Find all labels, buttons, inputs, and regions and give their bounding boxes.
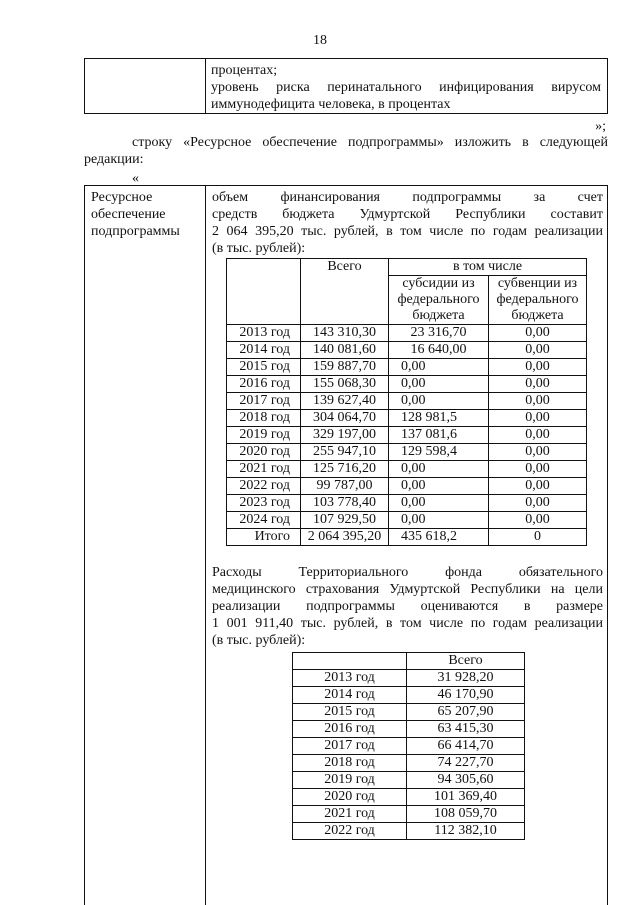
tfoms-cell-year: 2014 год (293, 687, 407, 704)
fin-cell-total: 103 778,40 (301, 495, 389, 512)
tfoms-intro-line: Расходы Территориального фонда обязательного (212, 565, 603, 580)
budget-intro-line: средств бюджета Удмуртской Республики составит (212, 207, 603, 222)
fin-cell-year: 2020 год (227, 444, 301, 461)
fin-cell-s2: 0,00 (489, 461, 587, 478)
fin-cell-s2: 0,00 (489, 478, 587, 495)
fragment-divider (205, 59, 206, 113)
table-row (293, 738, 525, 755)
fin-cell-year: 2024 год (227, 512, 301, 529)
fin-cell-year: 2019 год (227, 427, 301, 444)
incl-header: в том числе (389, 259, 587, 276)
tfoms-cell-year: 2021 год (293, 806, 407, 823)
fin-cell-total: 155 068,30 (301, 376, 389, 393)
fin-cell-year: 2016 год (227, 376, 301, 393)
fragment-line: иммунодефицита человека, в процентах (211, 97, 451, 112)
fragment-cell (211, 62, 601, 113)
fin-cell-s1: 23 316,70 (389, 325, 489, 342)
fin-cell-s2: 0,00 (489, 512, 587, 529)
fin-cell-s2: 0,00 (489, 376, 587, 393)
subvention-header: субвенции из федерального бюджета (489, 276, 587, 325)
fin-cell-s1: 129 598,4 (389, 444, 489, 461)
fin-cell-s1: 0,00 (389, 461, 489, 478)
tfoms-intro-line: медицинского страхования Удмуртской Республики на цели (212, 582, 603, 597)
year-header-cell (227, 259, 301, 325)
fin-cell-year: 2015 год (227, 359, 301, 376)
fin-cell-s2: 0,00 (489, 342, 587, 359)
fin-cell-s1: 0,00 (389, 512, 489, 529)
tfoms-cell-year: 2019 год (293, 772, 407, 789)
fin-cell-year: 2017 год (227, 393, 301, 410)
total-header: Всего (301, 259, 389, 325)
budget-intro-text (212, 189, 603, 257)
fin-cell-total: 304 064,70 (301, 410, 389, 427)
table-row (227, 376, 587, 393)
table-row (227, 410, 587, 427)
tfoms-intro-line: 1 001 911,40 тыс. рублей, в том числе по годам реализации (212, 616, 603, 631)
table-row (293, 789, 525, 806)
fin-cell-s2: 0,00 (489, 444, 587, 461)
resource-label-cell (91, 189, 201, 240)
fin-cell-s2: 0,00 (489, 393, 587, 410)
tfoms-cell-total: 101 369,40 (407, 789, 525, 806)
tfoms-intro-line: (в тыс. рублей): (212, 633, 306, 648)
fin-cell-s2: 0,00 (489, 325, 587, 342)
table-row (293, 721, 525, 738)
table-row (227, 478, 587, 495)
amendment-paragraph (84, 134, 608, 168)
table-row (227, 342, 587, 359)
fin-cell-s1: 0,00 (389, 393, 489, 410)
fragment-line: процентах; (211, 63, 278, 78)
table-row (293, 772, 525, 789)
table-row (227, 325, 587, 342)
table-row (227, 495, 587, 512)
fin-cell-year: 2023 год (227, 495, 301, 512)
budget-intro-line: 2 064 395,20 тыс. рублей, в том числе по годам реализации (212, 224, 603, 239)
tfoms-cell-total: 94 305,60 (407, 772, 525, 789)
fin-cell-s1: 16 640,00 (389, 342, 489, 359)
fin-cell-total: 99 787,00 (301, 478, 389, 495)
paragraph-line: редакции: (84, 152, 144, 167)
table-row (227, 529, 587, 546)
fin-cell-total: 140 081,60 (301, 342, 389, 359)
fin-cell-s1: 0,00 (389, 478, 489, 495)
opening-quote: « (132, 171, 139, 186)
tfoms-intro-text (212, 564, 603, 649)
table-row (293, 755, 525, 772)
resource-label-line: Ресурсное (91, 190, 153, 205)
fin-cell-year: 2021 год (227, 461, 301, 478)
table-row (293, 670, 525, 687)
table-row (227, 444, 587, 461)
fin-cell-total: 2 064 395,20 (301, 529, 389, 546)
fin-cell-year: Итого (227, 529, 301, 546)
closing-quote: »; (595, 119, 606, 134)
fragment-table (84, 58, 608, 114)
tfoms-cell-total: 63 415,30 (407, 721, 525, 738)
tfoms-year-header (293, 653, 407, 670)
tfoms-cell-year: 2015 год (293, 704, 407, 721)
budget-intro-line: объем финансирования подпрограммы за счет (212, 190, 603, 205)
tfoms-cell-total: 65 207,90 (407, 704, 525, 721)
tfoms-cell-total: 66 414,70 (407, 738, 525, 755)
subsidy-header: субсидии из федерального бюджета (389, 276, 489, 325)
fin-cell-total: 255 947,10 (301, 444, 389, 461)
resource-table (84, 185, 608, 905)
resource-divider (205, 186, 206, 905)
paragraph-line: строку «Ресурсное обеспечение подпрограммы» изложить в следующей (132, 135, 608, 150)
fin-cell-total: 143 310,30 (301, 325, 389, 342)
fin-cell-s2: 0 (489, 529, 587, 546)
fin-cell-total: 107 929,50 (301, 512, 389, 529)
tfoms-cell-total: 31 928,20 (407, 670, 525, 687)
resource-label-line: обеспечение (91, 207, 166, 222)
table-row (227, 461, 587, 478)
tfoms-cell-total: 46 170,90 (407, 687, 525, 704)
table-row (227, 427, 587, 444)
tfoms-cell-year: 2018 год (293, 755, 407, 772)
tfoms-cell-year: 2022 год (293, 823, 407, 840)
fin-cell-year: 2018 год (227, 410, 301, 427)
fin-cell-s1: 0,00 (389, 359, 489, 376)
resource-label-line: подпрограммы (91, 224, 180, 239)
tfoms-intro-line: реализации подпрограммы оцениваются в размере (212, 599, 603, 614)
fin-cell-s1: 435 618,2 (389, 529, 489, 546)
table-row (227, 393, 587, 410)
fin-cell-s2: 0,00 (489, 495, 587, 512)
table-row (293, 704, 525, 721)
budget-financing-table (226, 258, 587, 546)
fin-cell-s1: 0,00 (389, 376, 489, 393)
table-row (227, 512, 587, 529)
fin-cell-s2: 0,00 (489, 410, 587, 427)
fin-cell-s2: 0,00 (489, 359, 587, 376)
fin-cell-s2: 0,00 (489, 427, 587, 444)
table-row (293, 687, 525, 704)
fin-cell-s1: 137 081,6 (389, 427, 489, 444)
tfoms-cell-year: 2020 год (293, 789, 407, 806)
table-row (227, 359, 587, 376)
fin-cell-total: 139 627,40 (301, 393, 389, 410)
fragment-line: уровень риска перинатального инфицирования вирусом (211, 80, 601, 95)
table-row (293, 806, 525, 823)
page-number: 18 (313, 33, 327, 48)
table-row (293, 823, 525, 840)
fin-cell-total: 159 887,70 (301, 359, 389, 376)
fin-cell-year: 2013 год (227, 325, 301, 342)
fin-cell-year: 2014 год (227, 342, 301, 359)
tfoms-cell-year: 2013 год (293, 670, 407, 687)
tfoms-cell-year: 2017 год (293, 738, 407, 755)
fin-cell-s1: 0,00 (389, 495, 489, 512)
tfoms-table (292, 652, 525, 840)
tfoms-cell-total: 108 059,70 (407, 806, 525, 823)
tfoms-cell-total: 112 382,10 (407, 823, 525, 840)
tfoms-total-header: Всего (407, 653, 525, 670)
fin-cell-year: 2022 год (227, 478, 301, 495)
fin-cell-s1: 128 981,5 (389, 410, 489, 427)
fin-cell-total: 125 716,20 (301, 461, 389, 478)
tfoms-cell-total: 74 227,70 (407, 755, 525, 772)
tfoms-cell-year: 2016 год (293, 721, 407, 738)
fin-cell-total: 329 197,00 (301, 427, 389, 444)
budget-intro-line: (в тыс. рублей): (212, 241, 306, 256)
